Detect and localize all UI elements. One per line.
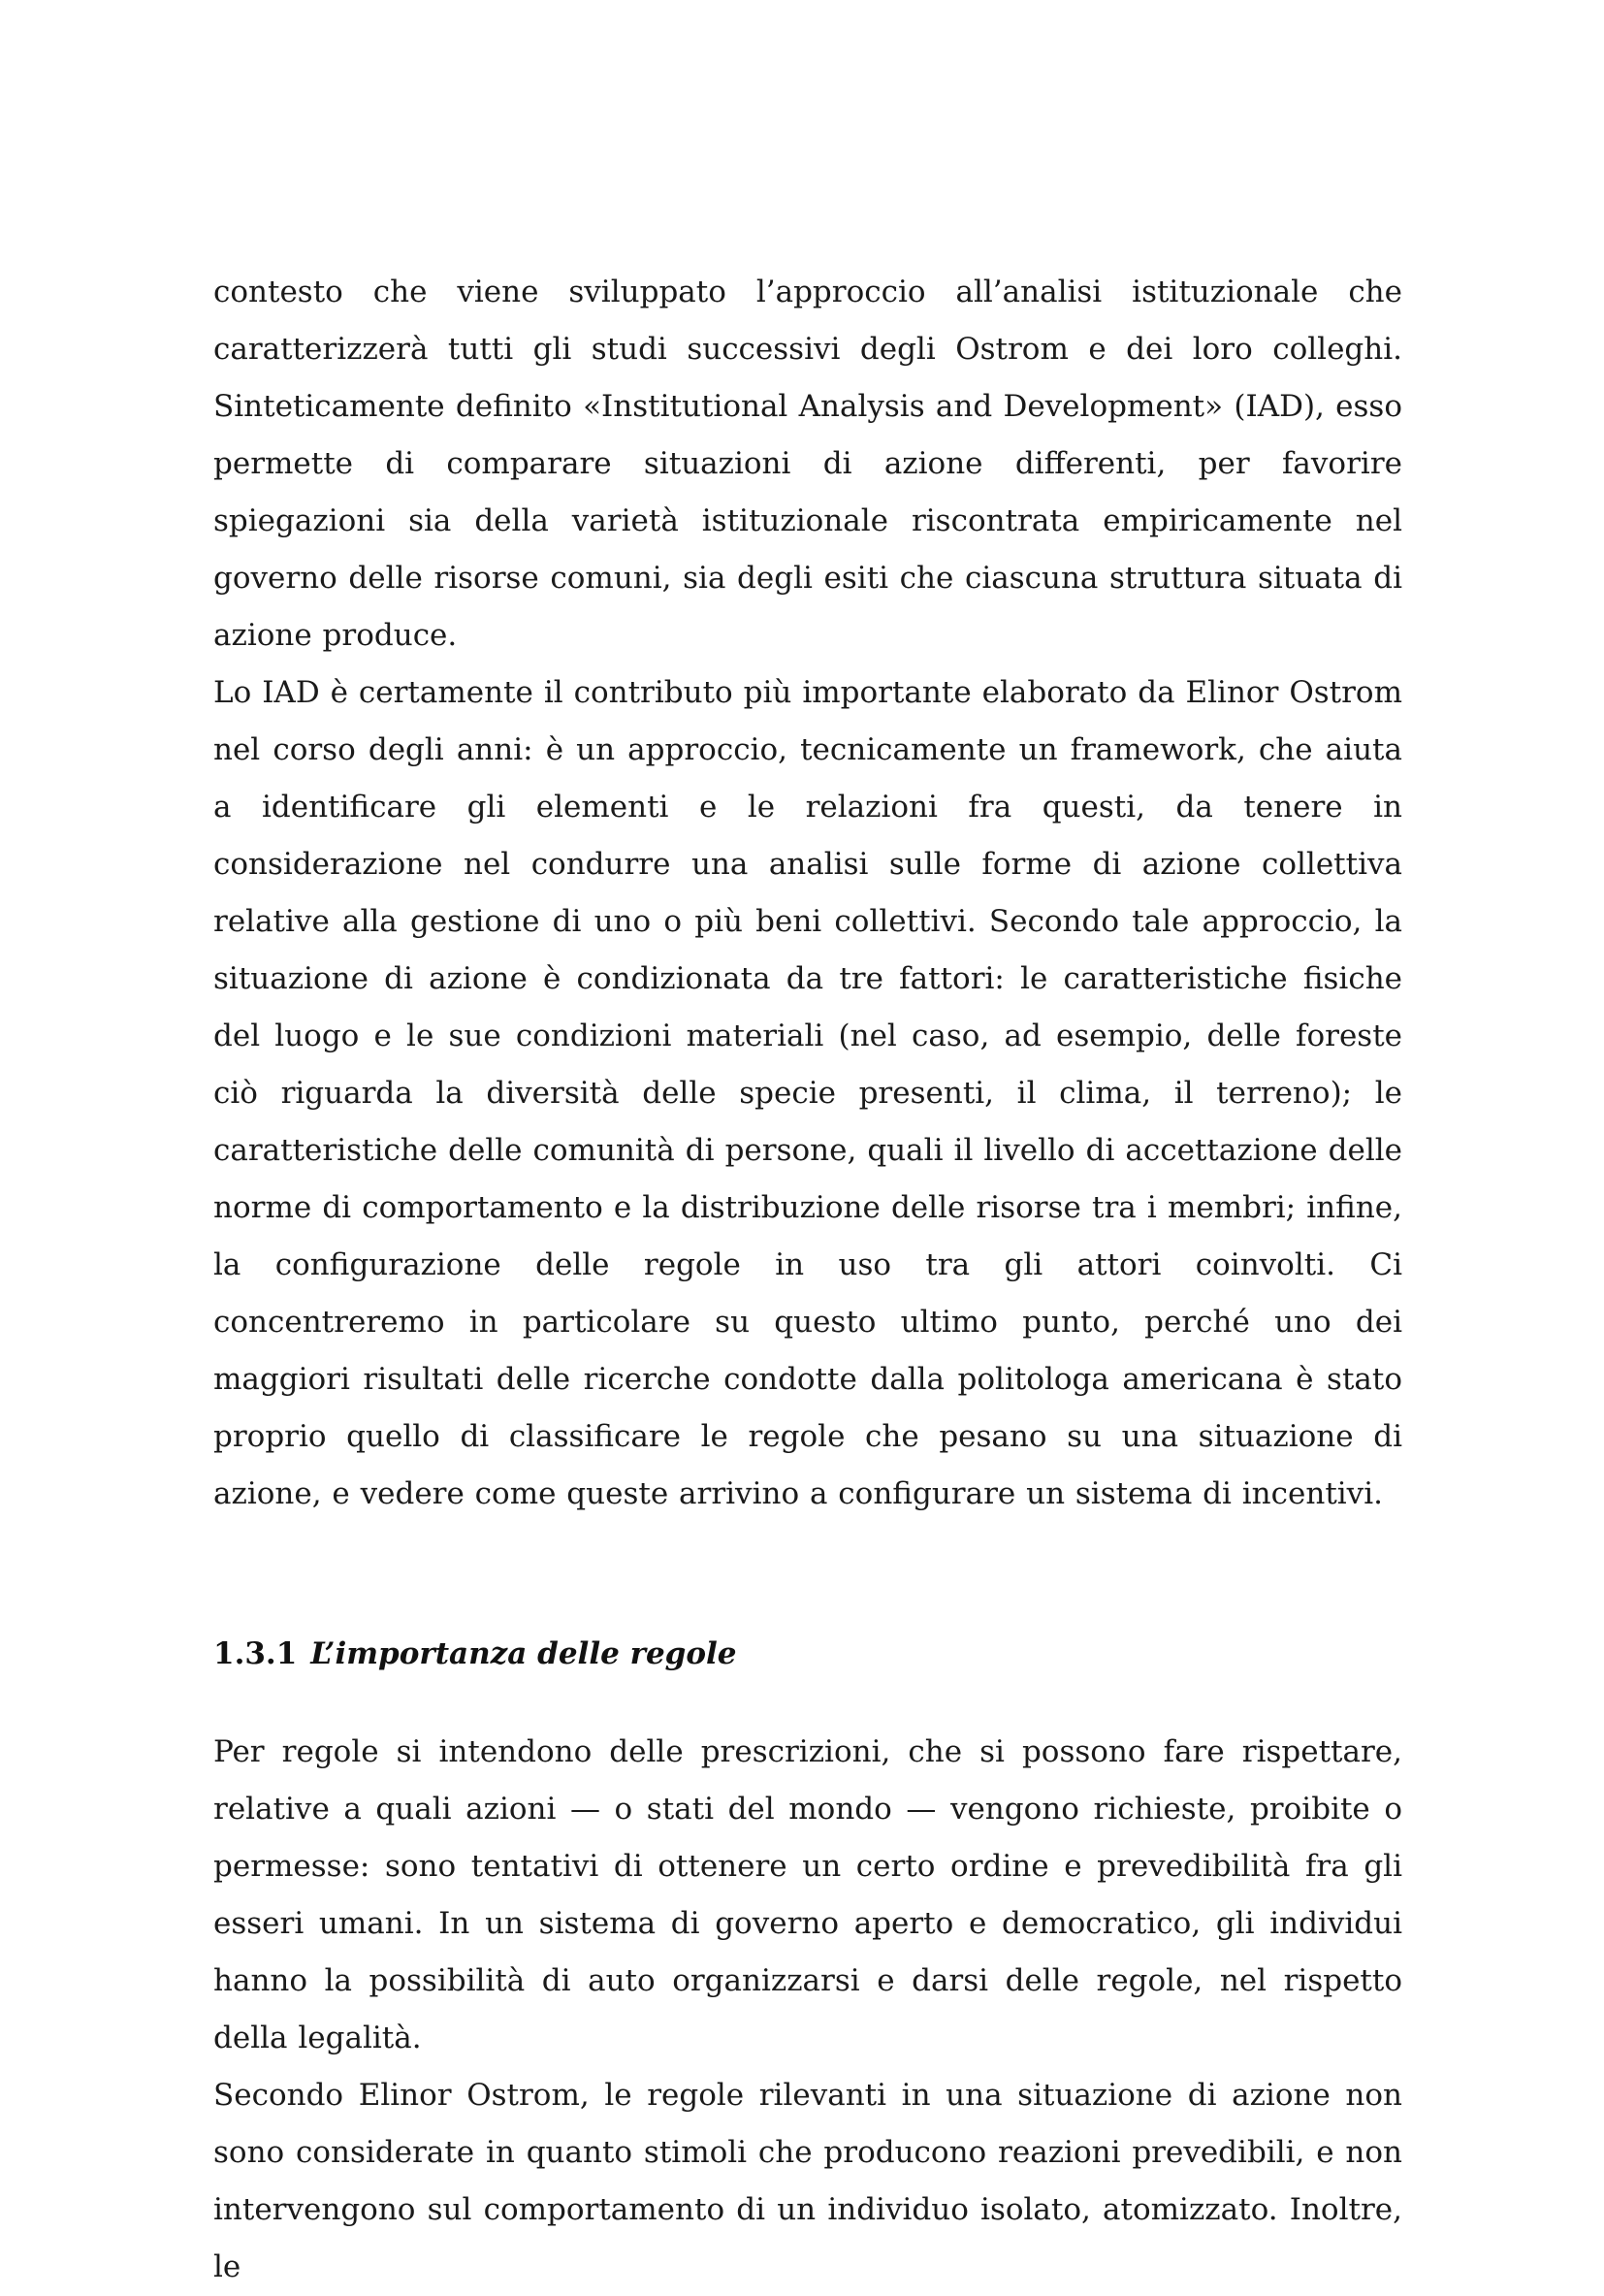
document-page [213, 264, 1402, 2296]
section-number: 1.3.1 [213, 1636, 298, 1671]
section-title: L’importanza delle regole [310, 1636, 737, 1671]
section-heading [213, 1626, 1402, 1683]
paragraph-iad-context: contesto che viene sviluppato l’approccio all’analisi istituzionale che caratterizzerà tutti gli studi successivi degli Ostrom e dei loro colleghi. Sinteticamente definito «Institutional Analysis and Development» (IAD), esso permette di comparare situazioni di azione differenti, per favorire spiegazioni sia della varietà istituzionale riscontrata empiricamente nel governo delle risorse comuni, sia degli esiti che ciascuna struttura situata di azione produce. [213, 275, 1402, 653]
paragraph-ostrom-rules: Secondo Elinor Ostrom, le regole rilevanti in una situazione di azione non sono considerate in quanto stimoli che producono reazioni prevedibili, e non intervengono sul comportamento di un individuo isolato, atomizzato. Inoltre, le [213, 2078, 1402, 2284]
paragraph-rules-definition: Per regole si intendono delle prescrizioni, che si possono fare rispettare, relative a quali azioni — o stati del mondo — vengono richieste, proibite o permesse: sono tentativi di ottenere un certo ordine e prevedibilità fra gli esseri umani. In un sistema di governo aperto e democratico, gli individui hanno la possibilità di auto organizzarsi e darsi delle regole, nel rispetto della legalità. [213, 1734, 1402, 2055]
paragraph-iad-contribution: Lo IAD è certamente il contributo più importante elaborato da Elinor Ostrom nel corso degli anni: è un approccio, tecnicamente un framework, che aiuta a identificare gli elementi e le relazioni fra questi, da tenere in considerazione nel condurre una analisi sulle forme di azione collettiva relative alla gestione di uno o più beni collettivi. Secondo tale approccio, la situazione di azione è condizionata da tre fattori: le caratteristiche fisiche del luogo e le sue condizioni materiali (nel caso, ad esempio, delle foreste ciò riguarda la diversità delle specie presenti, il clima, il terreno); le caratteristiche delle comunità di persone, quali il livello di accettazione delle norme di comportamento e la distribuzione delle risorse tra i membri; infine, la configurazione delle regole in uso tra gli attori coinvolti. Ci concentreremo in particolare su questo ultimo punto, perché uno dei maggiori risultati delle ricerche condotte dalla politologa americana è stato proprio quello di classificare le regole che pesano su una situazione di azione, e vedere come queste arrivino a configurare un sistema di incentivi. [213, 675, 1402, 1511]
